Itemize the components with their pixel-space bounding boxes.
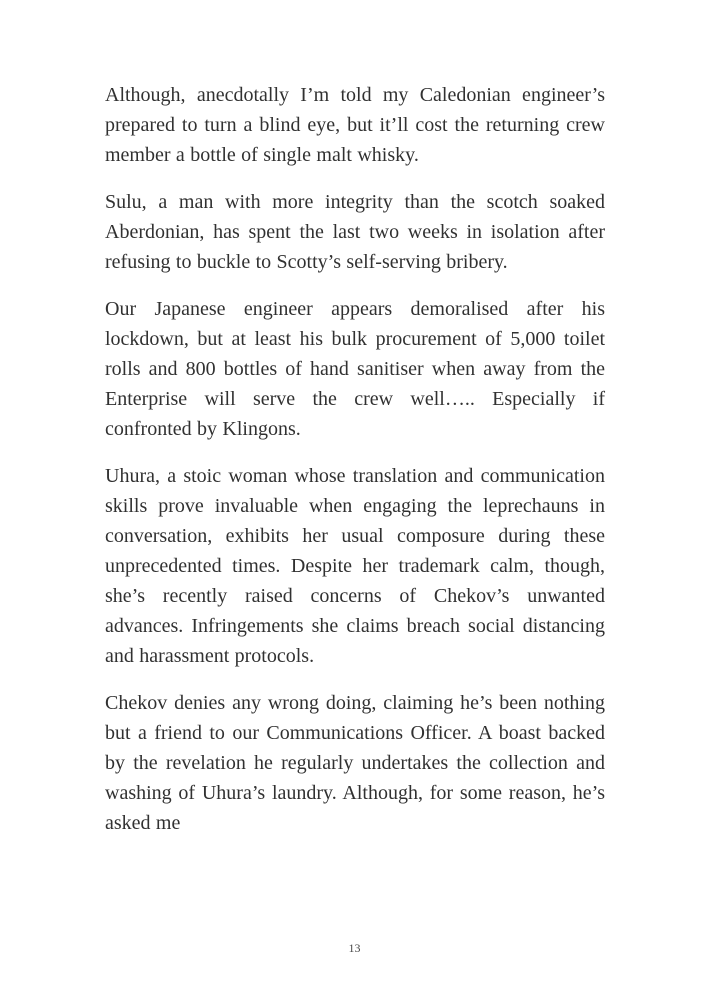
paragraph: Our Japanese engineer appears demoralised after his lockdown, but at least his bulk procurement of 5,000 toilet rolls and 800 bottles of hand sanitiser when away from the Enterprise will serve the crew well….. Especially if confronted by Klingons. xyxy=(105,298,605,440)
paragraph: Chekov denies any wrong doing, claiming he’s been nothing but a friend to our Communications Officer. A boast backed by the revelation he regularly undertakes the collection and washing of Uhura’s laundry. Although, for some reason, he’s asked me xyxy=(105,692,605,834)
page-text-block xyxy=(105,80,605,855)
page-number: 13 xyxy=(348,941,361,955)
paragraph: Uhura, a stoic woman whose translation and communication skills prove invaluable when engaging the leprechauns in conversation, exhibits her usual composure during these unprecedented times. Despite her trademark calm, though, she’s recently raised concerns of Chekov’s unwanted advances. Infringements she claims breach social distancing and harassment protocols. xyxy=(105,465,605,667)
paragraph: Sulu, a man with more integrity than the scotch soaked Aberdonian, has spent the last two weeks in isolation after refusing to buckle to Scotty’s self-serving bribery. xyxy=(105,191,605,273)
paragraph: Although, anecdotally I’m told my Caledonian engineer’s prepared to turn a blind eye, but it’ll cost the returning crew member a bottle of single malt whisky. xyxy=(105,84,605,166)
